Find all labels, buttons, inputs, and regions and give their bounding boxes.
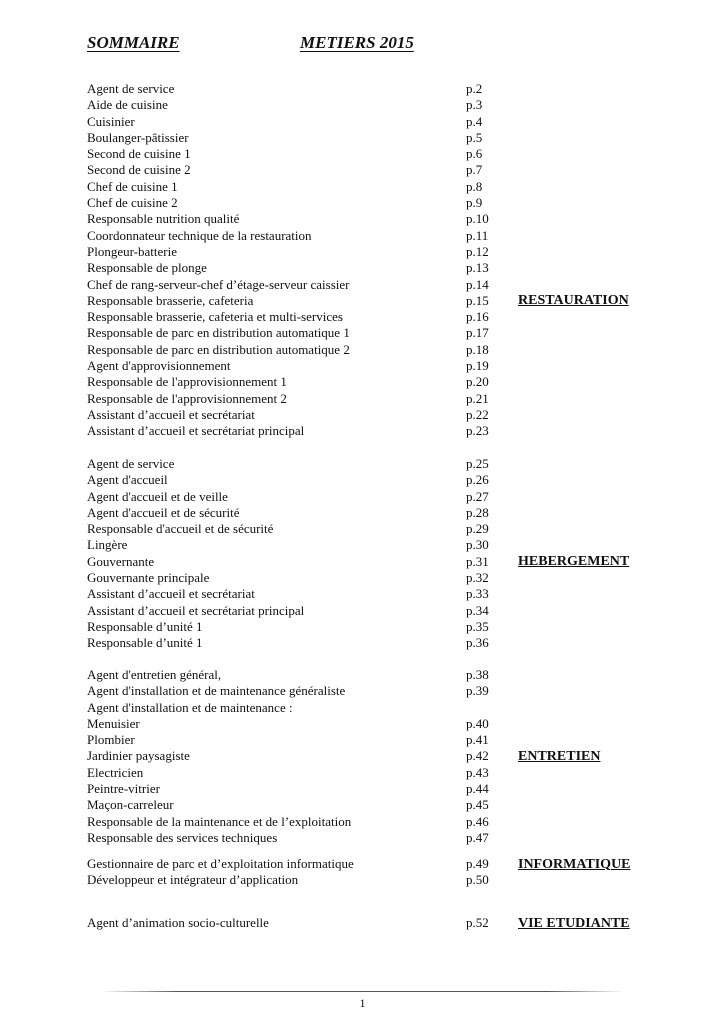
- toc-section: [0, 856, 725, 889]
- entry-page-ref: p.47: [466, 829, 489, 845]
- entry-title: Responsable brasserie, cafeteria et multi-services: [87, 309, 343, 325]
- entry-page-ref: p.34: [466, 602, 489, 618]
- entry-page-ref: p.22: [466, 406, 489, 422]
- entry-page-ref: p.29: [466, 521, 489, 537]
- entry-page-ref: p.15: [466, 292, 489, 308]
- entry-page-ref: p.49: [466, 856, 489, 871]
- summary-heading: SOMMAIRE: [87, 33, 180, 52]
- toc-entry: [0, 537, 725, 553]
- toc-section: [0, 456, 725, 652]
- entry-page-ref: p.16: [466, 309, 489, 325]
- entry-page-ref: p.41: [466, 732, 489, 748]
- entry-title: Agent d'entretien général,: [87, 667, 222, 682]
- toc-entry: [0, 716, 725, 732]
- entry-page-ref: p.10: [466, 211, 489, 227]
- entry-page-ref: p.28: [466, 504, 489, 520]
- toc-entry: [0, 814, 725, 830]
- entry-page-ref: p.9: [466, 195, 483, 211]
- entry-page-ref: p.14: [466, 276, 489, 292]
- entry-page-ref: p.3: [466, 97, 483, 113]
- entry-page-ref: p.42: [466, 748, 489, 764]
- entry-title: Responsable d’unité 1: [87, 618, 203, 634]
- entry-page-ref: p.52: [466, 915, 489, 930]
- entry-title: Assistant d’accueil et secrétariat principal: [87, 423, 305, 439]
- toc-entry: [0, 407, 725, 423]
- entry-title: Responsable d’unité 1: [87, 635, 203, 651]
- entry-title: Jardinier paysagiste: [87, 748, 190, 764]
- entry-page-ref: p.40: [466, 715, 489, 731]
- page-number: 1: [359, 996, 366, 1010]
- toc-entry: [0, 748, 725, 764]
- toc-entry: [0, 162, 725, 178]
- toc-entry: [0, 765, 725, 781]
- entry-page-ref: p.17: [466, 325, 489, 341]
- entry-title: Responsable de la maintenance et de l’exploitation: [87, 813, 352, 829]
- toc-entry: [0, 97, 725, 113]
- footer-divider: [100, 991, 625, 992]
- entry-page-ref: p.25: [466, 456, 489, 471]
- entry-page-ref: p.38: [466, 667, 489, 682]
- toc-entry: [0, 700, 725, 716]
- entry-page-ref: p.44: [466, 781, 489, 797]
- toc-section: [0, 667, 725, 846]
- entry-page-ref: p.21: [466, 390, 489, 406]
- entry-page-ref: p.26: [466, 472, 489, 488]
- toc-entry: [0, 667, 725, 683]
- entry-page-ref: p.12: [466, 243, 489, 259]
- entry-page-ref: p.23: [466, 423, 489, 439]
- entry-page-ref: p.2: [466, 81, 483, 96]
- entry-page-ref: p.19: [466, 358, 489, 374]
- entry-page-ref: p.31: [466, 553, 489, 569]
- entry-title: Assistant d’accueil et secrétariat principal: [87, 602, 305, 618]
- toc-entry: [0, 146, 725, 162]
- entry-title: Chef de cuisine 1: [87, 178, 178, 194]
- entry-title: Responsable de plonge: [87, 260, 207, 276]
- category-label: INFORMATIQUE: [518, 856, 631, 872]
- category-label: HEBERGEMENT: [518, 554, 630, 570]
- entry-title: Responsable de parc en distribution automatique 1: [87, 325, 350, 341]
- entry-page-ref: p.50: [466, 872, 489, 888]
- category-label: VIE ETUDIANTE: [518, 915, 630, 931]
- toc-entry: [0, 456, 725, 472]
- toc-entry: [0, 309, 725, 325]
- entry-page-ref: p.11: [466, 227, 489, 243]
- entry-title: Agent de service: [87, 456, 175, 471]
- entry-title: Maçon-carreleur: [87, 797, 174, 813]
- toc-entry: [0, 797, 725, 813]
- toc-entry: [0, 342, 725, 358]
- toc-entry: [0, 586, 725, 602]
- entry-title: Coordonnateur technique de la restauration: [87, 227, 312, 243]
- entry-title: Agent d'accueil et de veille: [87, 488, 228, 504]
- entry-page-ref: p.30: [466, 537, 489, 553]
- entry-page-ref: p.33: [466, 586, 489, 602]
- entry-title: Peintre-vitrier: [87, 781, 160, 797]
- entry-page-ref: p.6: [466, 146, 483, 162]
- toc-entry: [0, 635, 725, 651]
- toc-entry: [0, 781, 725, 797]
- entry-page-ref: p.32: [466, 570, 489, 586]
- toc-section: [0, 915, 725, 931]
- entry-title: Second de cuisine 2: [87, 162, 191, 178]
- category-label: RESTAURATION: [518, 293, 629, 309]
- toc-entry: [0, 81, 725, 97]
- entry-page-ref: p.18: [466, 341, 489, 357]
- entry-page-ref: p.46: [466, 813, 489, 829]
- entry-title: Chef de cuisine 2: [87, 195, 178, 211]
- toc-entry: [0, 260, 725, 276]
- entry-page-ref: p.45: [466, 797, 489, 813]
- toc-entry: [0, 505, 725, 521]
- entry-page-ref: p.7: [466, 162, 483, 178]
- toc-entry: [0, 489, 725, 505]
- toc-entry: [0, 521, 725, 537]
- entry-page-ref: p.43: [466, 764, 489, 780]
- toc-entry: [0, 619, 725, 635]
- toc-section: [0, 81, 725, 440]
- toc-entry: [0, 358, 725, 374]
- entry-title: Agent d’animation socio-culturelle: [87, 915, 269, 930]
- entry-page-ref: p.20: [466, 374, 489, 390]
- entry-title: Lingère: [87, 537, 128, 553]
- toc-entry: [0, 130, 725, 146]
- entry-title: Gouvernante: [87, 553, 155, 569]
- entry-page-ref: p.39: [466, 683, 489, 699]
- toc-entry: [0, 423, 725, 439]
- category-label: ENTRETIEN: [518, 749, 601, 764]
- entry-title: Plongeur-batterie: [87, 243, 177, 259]
- toc-entry: [0, 374, 725, 390]
- entry-title: Responsable nutrition qualité: [87, 211, 240, 227]
- entry-page-ref: p.27: [466, 488, 489, 504]
- entry-title: Développeur et intégrateur d’application: [87, 872, 299, 888]
- entry-title: Electricien: [87, 764, 144, 780]
- jobs-year-heading: METIERS 2015: [300, 33, 414, 52]
- toc-entry: [0, 114, 725, 130]
- toc-entry: [0, 732, 725, 748]
- entry-page-ref: p.35: [466, 618, 489, 634]
- entry-page-ref: p.13: [466, 260, 489, 276]
- entry-title: Responsable de parc en distribution automatique 2: [87, 341, 350, 357]
- entry-title: Agent de service: [87, 81, 175, 96]
- toc-entry: [0, 570, 725, 586]
- entry-title: Responsable de l'approvisionnement 2: [87, 390, 287, 406]
- toc-entry: [0, 195, 725, 211]
- entry-title: Agent d'installation et de maintenance :: [87, 699, 293, 715]
- entry-title: Gestionnaire de parc et d’exploitation informatique: [87, 856, 354, 871]
- entry-title: Responsable brasserie, cafeteria: [87, 292, 254, 308]
- entry-title: Agent d'installation et de maintenance généraliste: [87, 683, 346, 699]
- toc-entry: [0, 830, 725, 846]
- toc-entry: [0, 179, 725, 195]
- entry-page-ref: p.4: [466, 113, 483, 129]
- entry-page-ref: p.36: [466, 635, 489, 651]
- toc-entry: [0, 872, 725, 888]
- toc-entry: [0, 603, 725, 619]
- entry-title: Assistant d’accueil et secrétariat: [87, 406, 255, 422]
- toc-entry: [0, 277, 725, 293]
- entry-page-ref: p.8: [466, 178, 483, 194]
- entry-title: Responsable des services techniques: [87, 829, 278, 845]
- entry-title: Agent d'accueil et de sécurité: [87, 504, 240, 520]
- toc-entry: [0, 472, 725, 488]
- toc-entry: [0, 391, 725, 407]
- entry-title: Agent d'accueil: [87, 472, 168, 488]
- entry-title: Responsable de l'approvisionnement 1: [87, 374, 287, 390]
- entry-page-ref: p.5: [466, 129, 483, 145]
- toc-entry: [0, 228, 725, 244]
- toc-entry: [0, 244, 725, 260]
- entry-title: Chef de rang-serveur-chef d’étage-serveur caissier: [87, 276, 350, 292]
- entry-title: Assistant d’accueil et secrétariat: [87, 586, 255, 602]
- entry-title: Menuisier: [87, 715, 140, 731]
- entry-title: Aide de cuisine: [87, 97, 168, 113]
- entry-title: Cuisinier: [87, 113, 135, 129]
- entry-title: Agent d'approvisionnement: [87, 358, 231, 374]
- entry-title: Boulanger-pâtissier: [87, 129, 189, 145]
- entry-title: Responsable d'accueil et de sécurité: [87, 521, 274, 537]
- entry-title: Second de cuisine 1: [87, 146, 191, 162]
- toc-entry: [0, 325, 725, 341]
- toc-entry: [0, 211, 725, 227]
- entry-title: Plombier: [87, 732, 135, 748]
- toc-entry: [0, 683, 725, 699]
- entry-title: Gouvernante principale: [87, 570, 210, 586]
